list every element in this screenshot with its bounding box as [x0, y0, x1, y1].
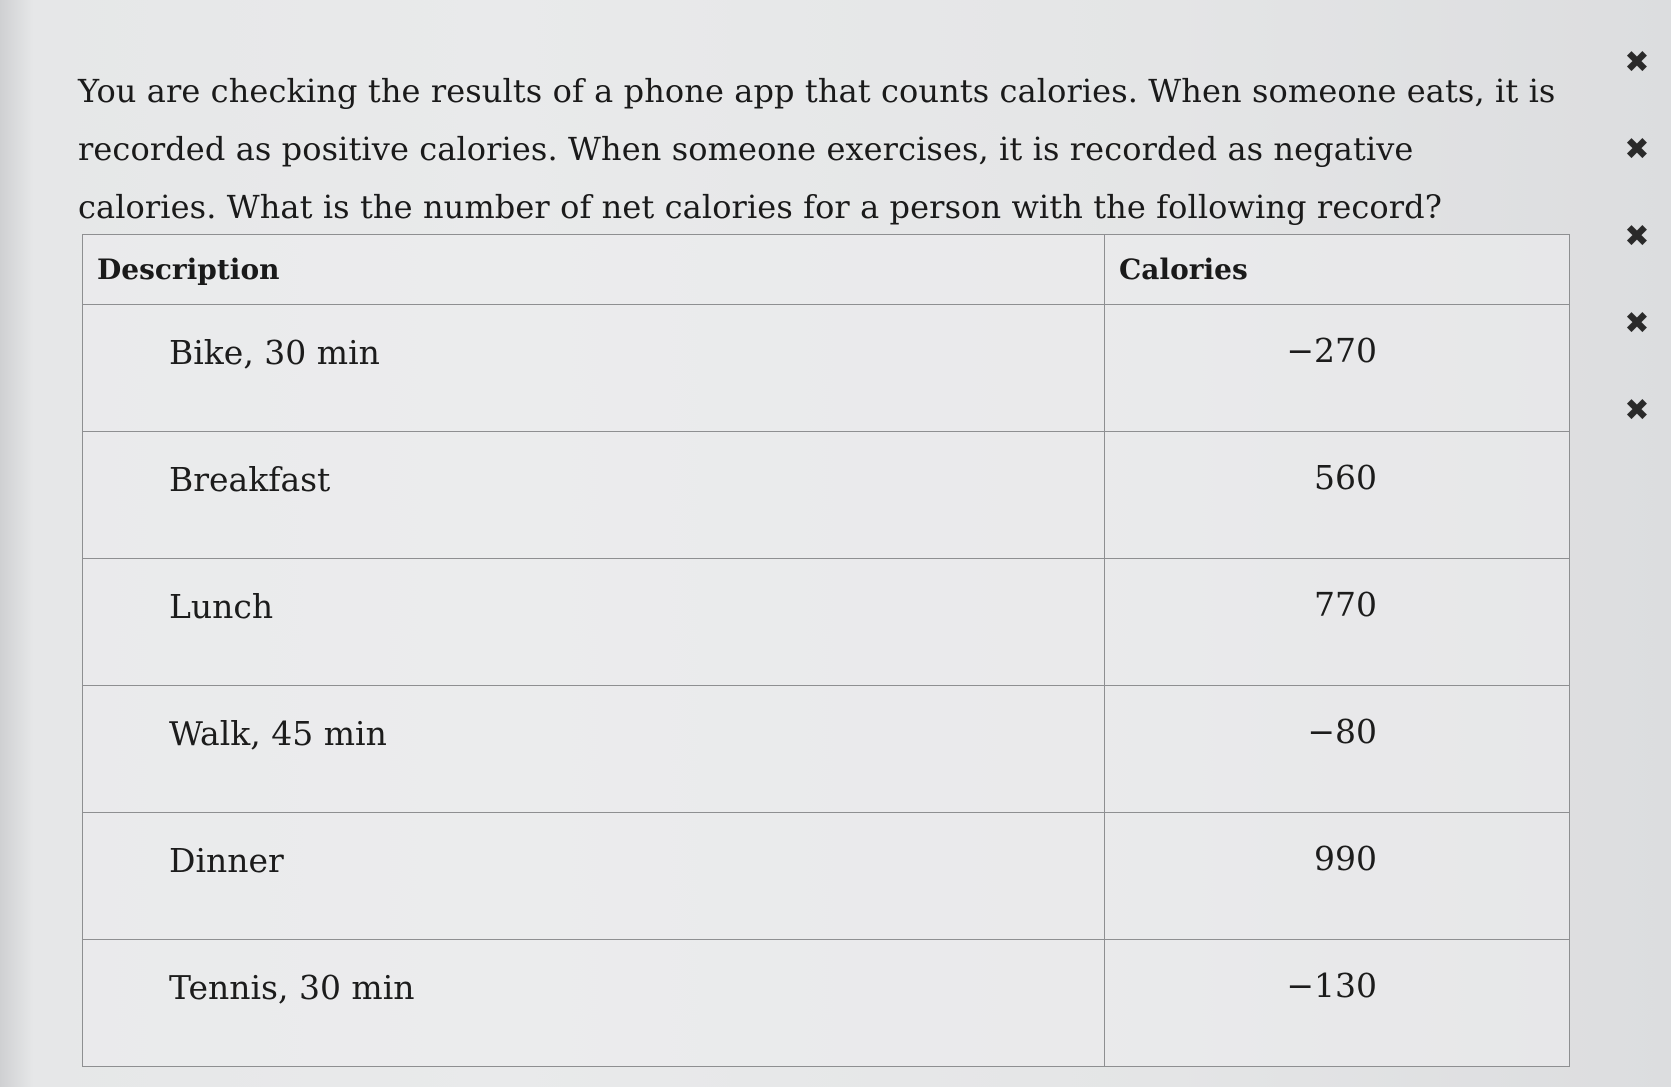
table-row	[83, 940, 1570, 1067]
row-calories: 560	[1105, 432, 1570, 559]
table-header-row	[83, 235, 1570, 305]
description-column-header: Description	[83, 235, 1105, 305]
close-icon[interactable]: ✖	[1624, 45, 1650, 80]
close-icon[interactable]: ✖	[1624, 219, 1650, 254]
row-calories: −80	[1105, 686, 1570, 813]
table-row	[83, 686, 1570, 813]
table-row	[83, 813, 1570, 940]
table-row	[83, 432, 1570, 559]
table-row	[83, 305, 1570, 432]
calorie-record-table	[82, 234, 1570, 1067]
row-description: Bike, 30 min	[83, 305, 1105, 432]
row-description: Lunch	[83, 559, 1105, 686]
calories-column-header: Calories	[1105, 235, 1570, 305]
row-calories: 770	[1105, 559, 1570, 686]
close-icon[interactable]: ✖	[1624, 306, 1650, 341]
question-text: You are checking the results of a phone app that counts calories. When someone eats, it is recorded as positive calories. When someone exercises, it is recorded as negative calories. What is the number of net calories for a person with the following record?	[78, 72, 1556, 226]
close-icon[interactable]: ✖	[1624, 132, 1650, 167]
row-calories: −130	[1105, 940, 1570, 1067]
row-description: Breakfast	[83, 432, 1105, 559]
row-description: Dinner	[83, 813, 1105, 940]
row-description: Walk, 45 min	[83, 686, 1105, 813]
row-calories: −270	[1105, 305, 1570, 432]
row-calories: 990	[1105, 813, 1570, 940]
close-icon[interactable]: ✖	[1624, 393, 1650, 428]
table-row	[83, 559, 1570, 686]
row-description: Tennis, 30 min	[83, 940, 1105, 1067]
